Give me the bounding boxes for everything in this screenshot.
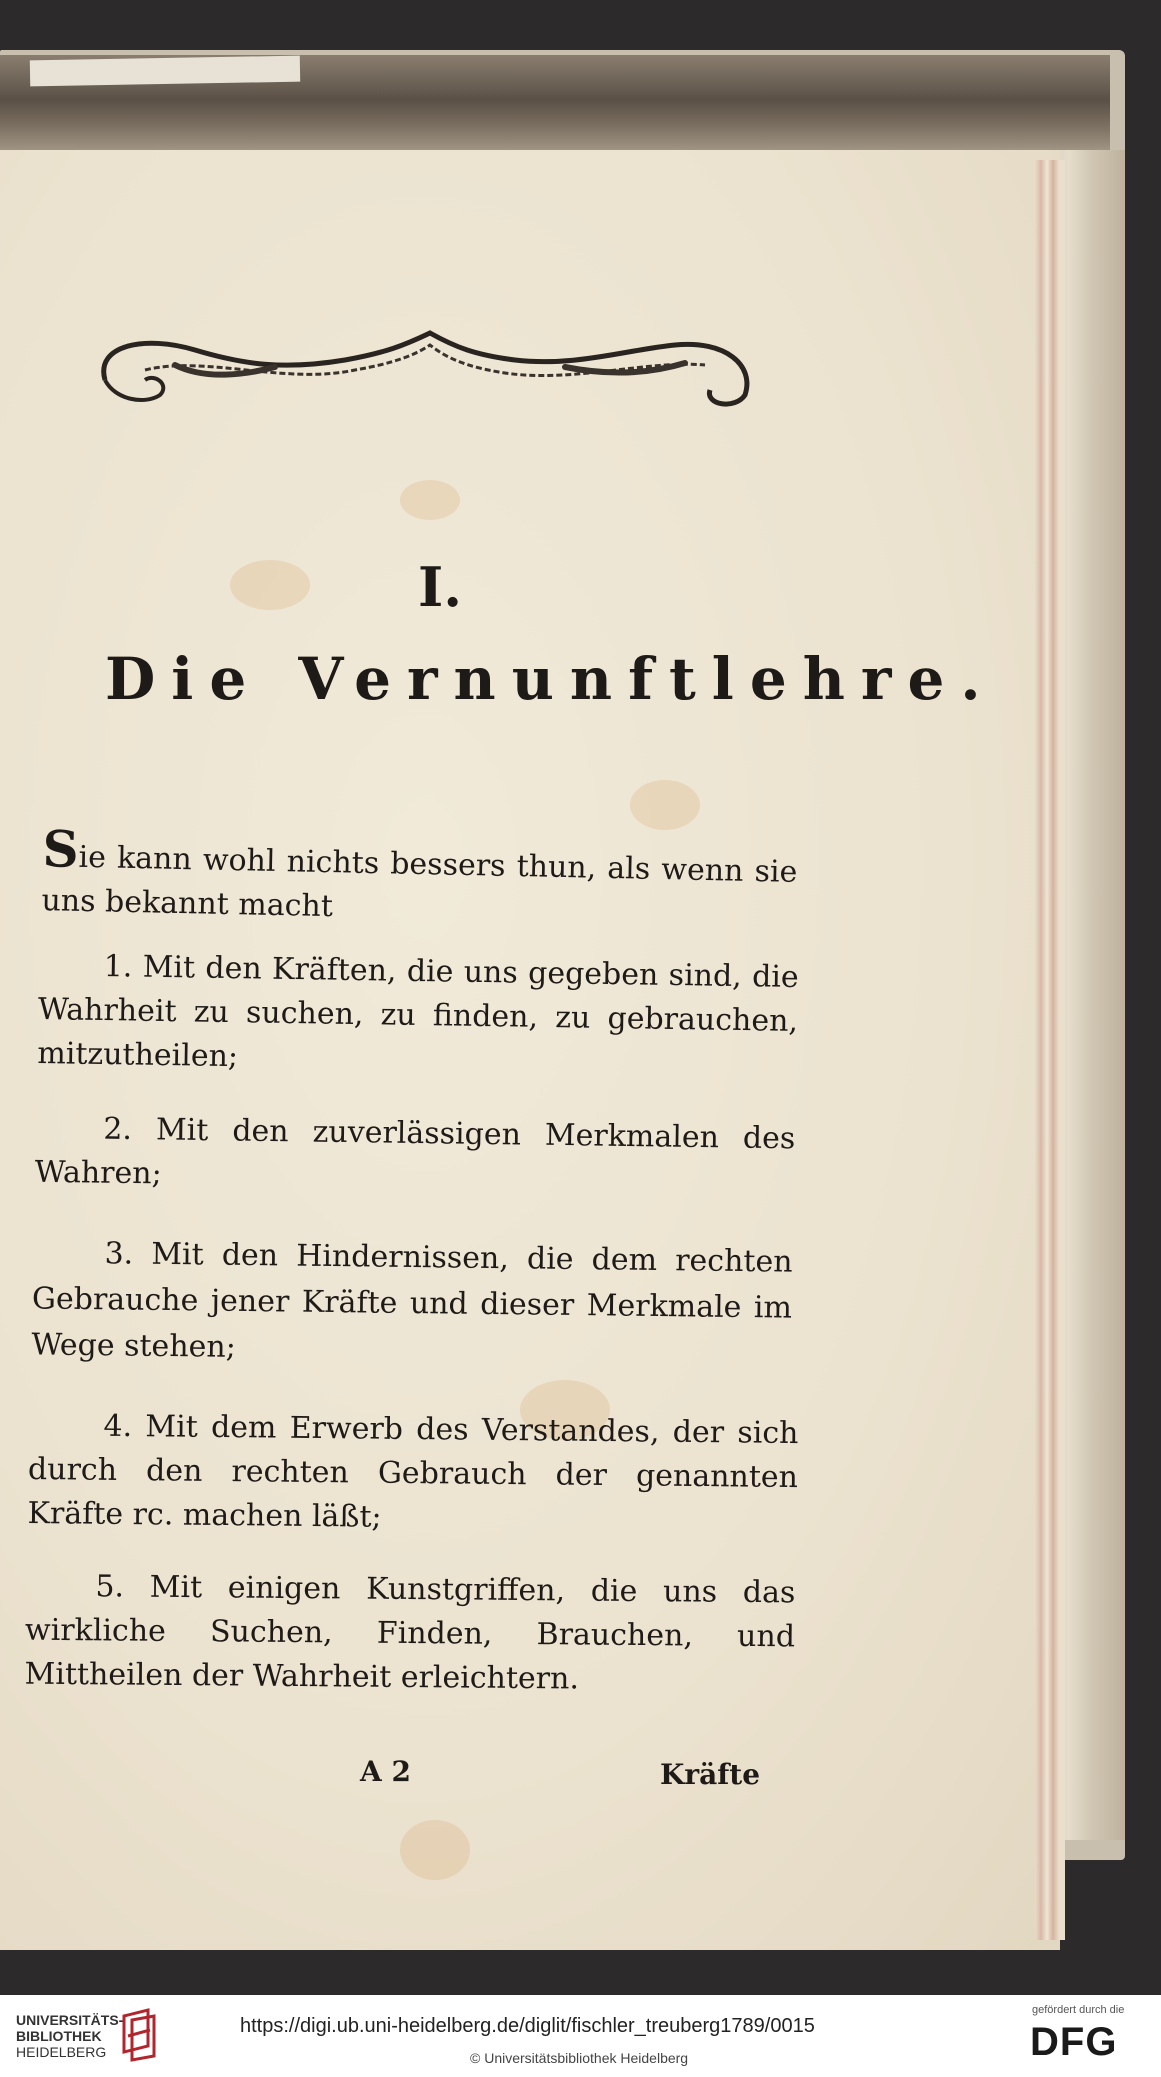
intro-text: ie kann wohl nichts bessers thun, als wenn sie uns bekannt macht xyxy=(41,839,798,925)
page-url-link[interactable]: https://digi.ub.uni-heidelberg.de/diglit/fischler_treuberg1789/0015 xyxy=(240,2015,815,2037)
chapter-number: I. xyxy=(417,555,463,619)
paper-stain xyxy=(400,1820,470,1880)
intro-paragraph xyxy=(41,819,798,939)
library-logo-icon xyxy=(118,2006,160,2064)
list-item: 1. Mit den Kräften, die uns gegeben sind, die Wahrheit zu suchen, zu finden, zu gebrauchen, mitzutheilen; xyxy=(37,949,799,1075)
library-name-line: BIBLIOTHEK xyxy=(16,2028,102,2044)
catchword: Kräfte xyxy=(660,1758,761,1791)
dfg-logo: DFG xyxy=(1030,2020,1118,2064)
list-item: 3. Mit den Hindernissen, die dem rechten Gebrauche jener Kräfte und dieser Merkmale im Wege stehen; xyxy=(31,1236,793,1365)
signature-mark: A 2 xyxy=(360,1755,411,1788)
funded-by-label: gefördert durch die xyxy=(1032,2004,1125,2016)
chapter-title: Die Vernunftlehre. xyxy=(105,645,997,713)
page-edge xyxy=(1035,160,1065,1940)
library-name-line: UNIVERSITÄTS- xyxy=(16,2012,124,2028)
copyright-notice: © Universitätsbibliothek Heidelberg xyxy=(470,2050,689,2066)
list-item: 2. Mit den zuverlässigen Merkmalen des Wahren; xyxy=(34,1111,796,1192)
headpiece-ornament xyxy=(85,325,765,415)
library-name-line: HEIDELBERG xyxy=(16,2044,107,2060)
initial-letter: S xyxy=(42,819,80,879)
spine-label xyxy=(30,56,300,87)
list-item: 5. Mit einigen Kunstgriffen, die uns das wirkliche Suchen, Finden, Brauchen, und Mittheilen der Wahrheit erleichtern. xyxy=(24,1569,796,1697)
paper-stain xyxy=(400,480,460,520)
paper-stain xyxy=(630,780,700,830)
list-item: 4. Mit dem Erwerb des Verstandes, der sich durch den rechten Gebrauch der genannten Kräfte rc. machen läßt; xyxy=(27,1408,799,1535)
